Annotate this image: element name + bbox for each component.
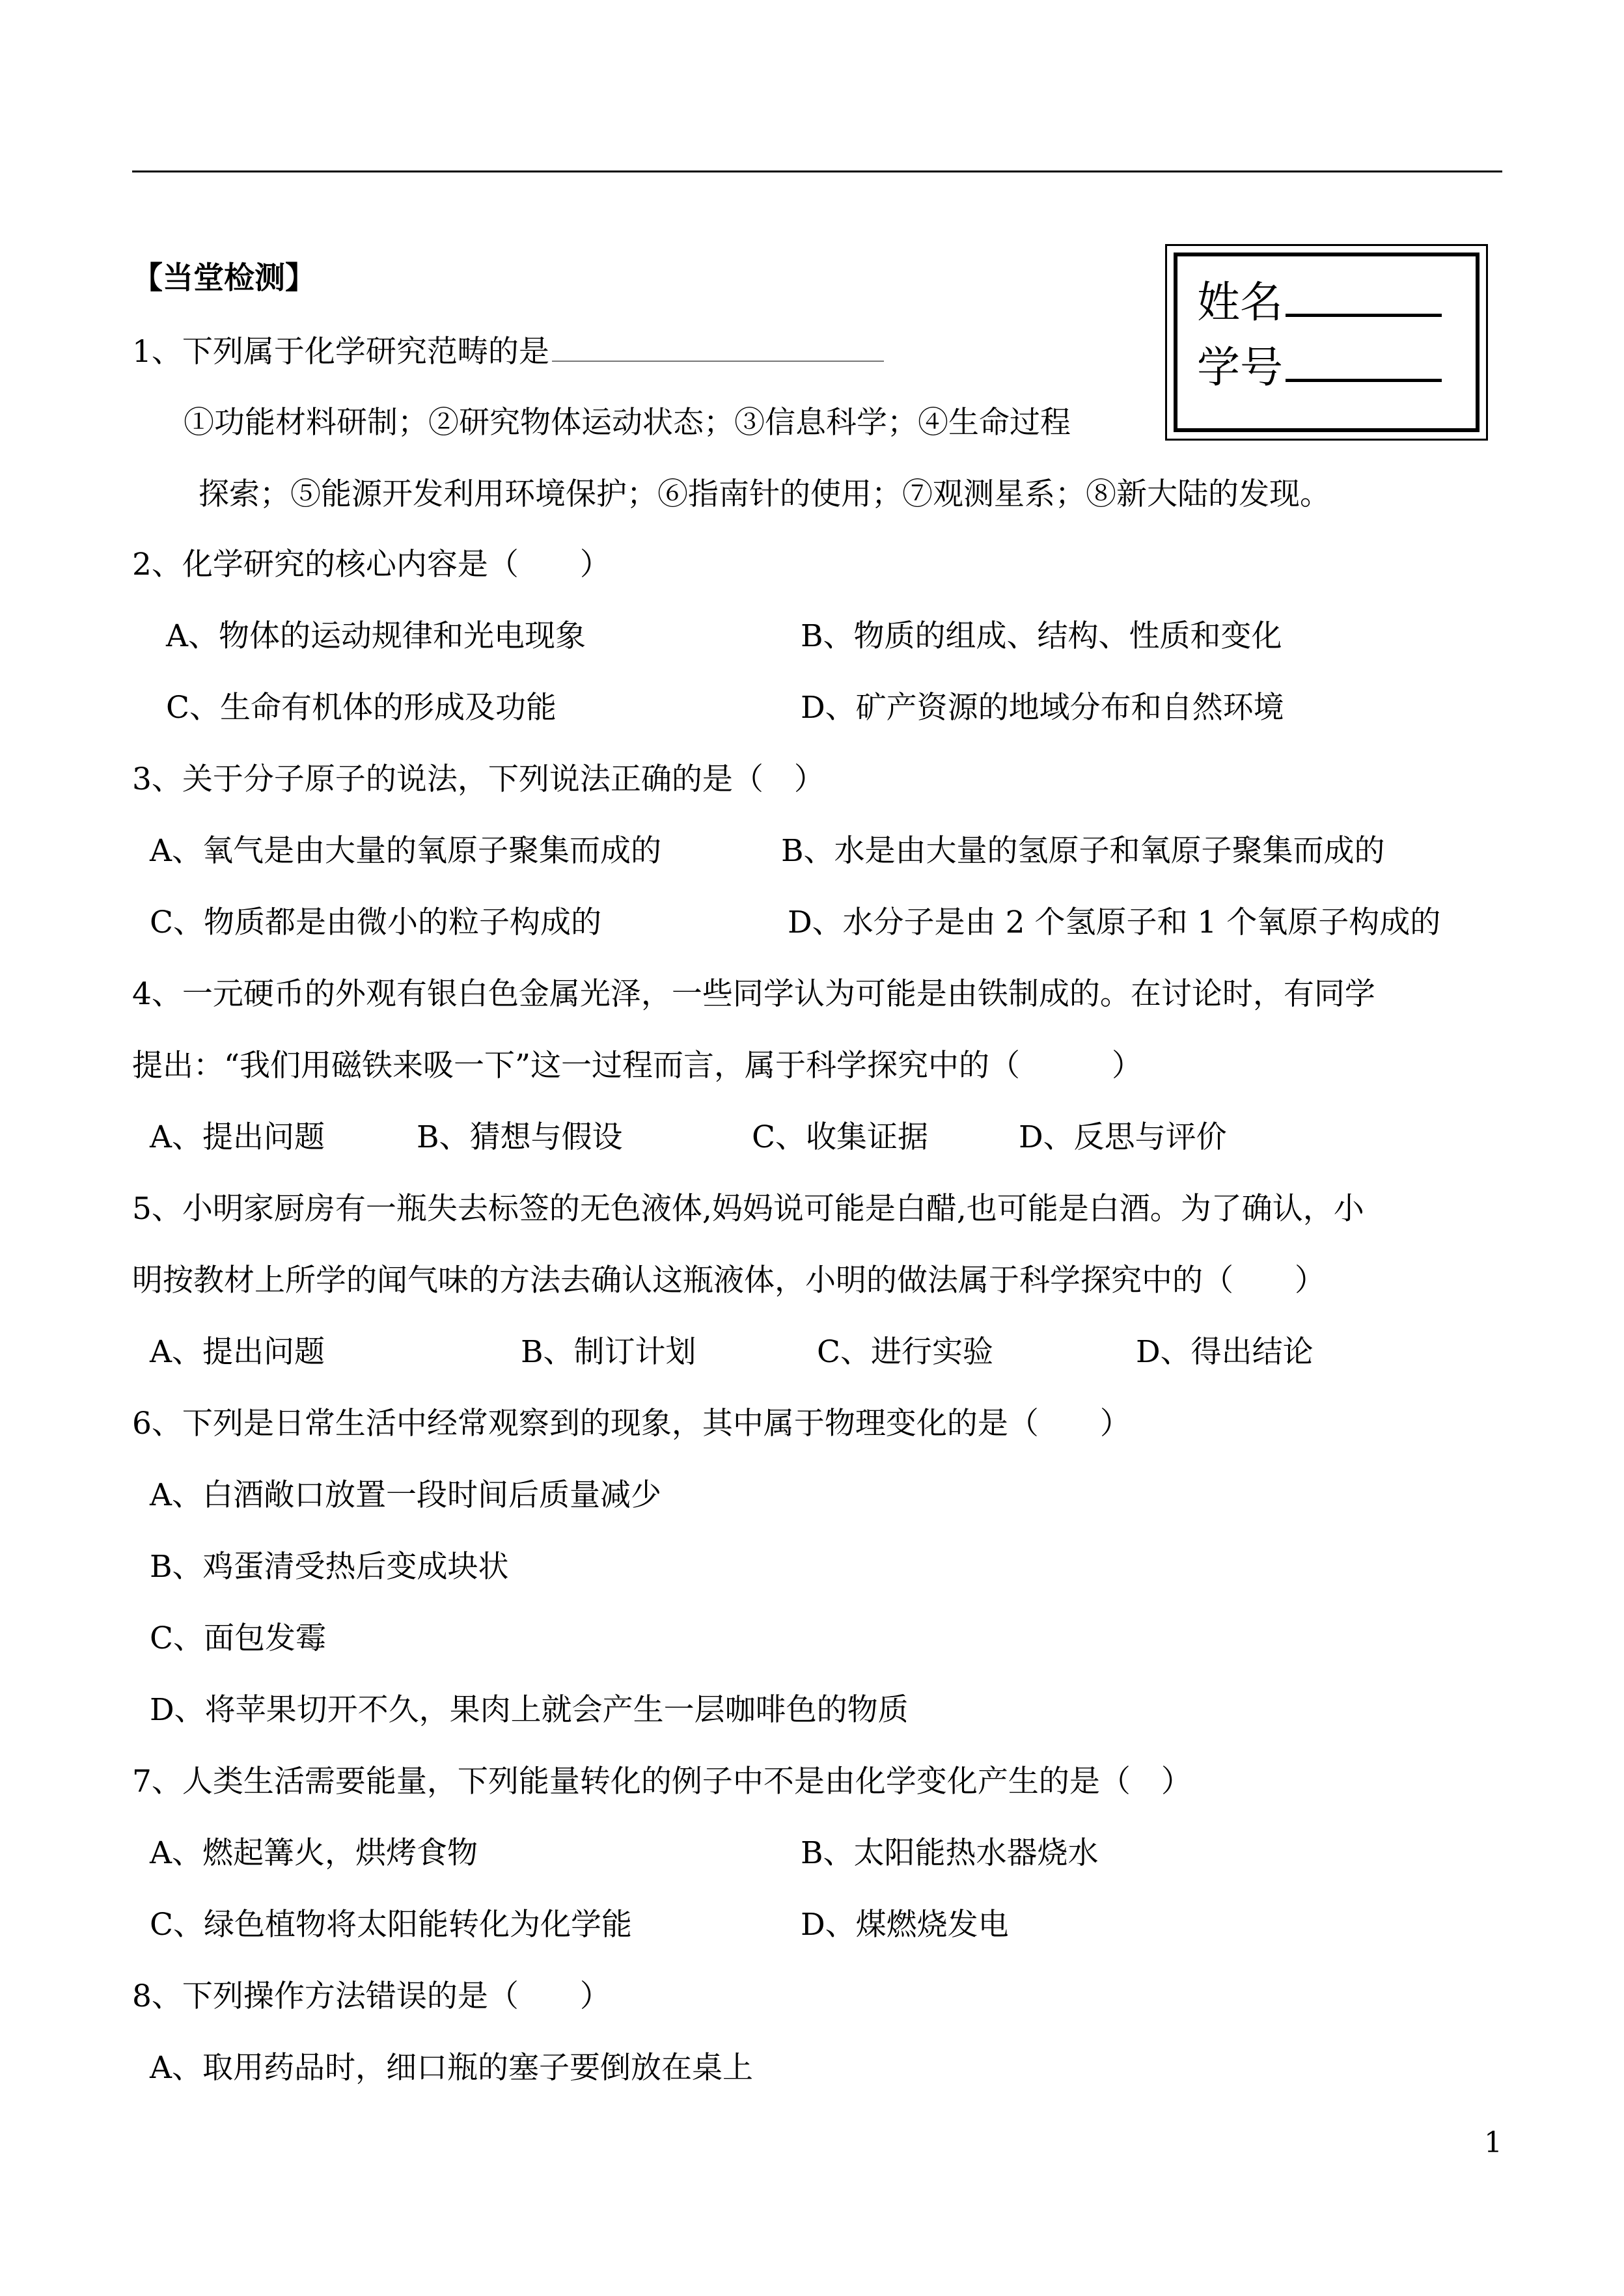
q1-answer-blank[interactable] <box>552 332 884 362</box>
q6-option-c[interactable]: C、面包发霉 <box>150 1620 326 1656</box>
q3-option-c[interactable]: C、物质都是由微小的粒子构成的 <box>150 905 601 940</box>
q6-option-b[interactable]: B、鸡蛋清受热后变成块状 <box>150 1549 509 1585</box>
q5-option-d[interactable]: D、得出结论 <box>1136 1334 1314 1370</box>
q7-option-c[interactable]: C、绿色植物将太阳能转化为化学能 <box>150 1907 632 1943</box>
q3-option-d[interactable]: D、水分子是由 2 个氢原子和 1 个氧原子构成的 <box>788 905 1441 940</box>
name-field <box>1197 275 1442 329</box>
q4-option-d[interactable]: D、反思与评价 <box>1019 1119 1227 1155</box>
name-label: 姓名 <box>1197 277 1283 327</box>
q6-stem: 6、下列是日常生活中经常观察到的现象，其中属于物理变化的是（ ） <box>132 1406 1131 1442</box>
section-title: 【当堂检测】 <box>132 260 316 296</box>
q7-option-d[interactable]: D、煤燃烧发电 <box>801 1907 1009 1943</box>
id-blank[interactable] <box>1286 340 1442 382</box>
q8-stem: 8、下列操作方法错误的是（ ） <box>132 1978 611 2014</box>
header-rule <box>132 171 1502 172</box>
q3-option-b[interactable]: B、水是由大量的氢原子和氧原子聚集而成的 <box>781 833 1385 869</box>
q2-option-b[interactable]: B、物质的组成、结构、性质和变化 <box>801 618 1282 654</box>
q3-stem: 3、关于分子原子的说法，下列说法正确的是（ ） <box>132 761 825 797</box>
q1-line-1: ①功能材料研制；②研究物体运动状态；③信息科学；④生命过程 <box>184 405 1071 441</box>
q4-option-a[interactable]: A、提出问题 <box>150 1119 325 1155</box>
q2-option-a[interactable]: A、物体的运动规律和光电现象 <box>166 618 586 654</box>
q2-option-d[interactable]: D、矿产资源的地域分布和自然环境 <box>801 690 1284 726</box>
id-field <box>1197 340 1442 394</box>
q2-option-c[interactable]: C、生命有机体的形成及功能 <box>166 690 557 726</box>
q4-stem-line-2: 提出：“我们用磁铁来吸一下”这一过程而言，属于科学探究中的（ ） <box>132 1048 1143 1084</box>
q1-stem-line <box>132 332 884 372</box>
q6-option-a[interactable]: A、白酒敞口放置一段时间后质量减少 <box>150 1477 661 1513</box>
q4-stem-line-1: 4、一元硬币的外观有银白色金属光泽，一些同学认为可能是由铁制成的。在讨论时，有同学 <box>132 976 1375 1012</box>
page-number: 1 <box>1484 2126 1502 2159</box>
q8-option-a[interactable]: A、取用药品时，细口瓶的塞子要倒放在桌上 <box>150 2050 753 2086</box>
q1-stem: 1、下列属于化学研究范畴的是 <box>132 334 549 370</box>
name-box-inner-border <box>1174 253 1479 432</box>
q5-option-c[interactable]: C、进行实验 <box>817 1334 993 1370</box>
q2-stem: 2、化学研究的核心内容是（ ） <box>132 547 611 582</box>
q4-option-b[interactable]: B、猜想与假设 <box>417 1119 623 1155</box>
id-label: 学号 <box>1197 342 1283 392</box>
q5-stem-line-1: 5、小明家厨房有一瓶失去标签的无色液体,妈妈说可能是白醋,也可能是白酒。为了确认，小 <box>132 1191 1364 1227</box>
q5-option-a[interactable]: A、提出问题 <box>150 1334 325 1370</box>
q4-option-c[interactable]: C、收集证据 <box>752 1119 928 1155</box>
q3-option-a[interactable]: A、氧气是由大量的氧原子聚集而成的 <box>150 833 661 869</box>
name-box <box>1165 244 1488 441</box>
q7-option-a[interactable]: A、燃起篝火，烘烤食物 <box>150 1835 478 1871</box>
q6-option-d[interactable]: D、将苹果切开不久，果肉上就会产生一层咖啡色的物质 <box>150 1692 909 1728</box>
q7-stem: 7、人类生活需要能量，下列能量转化的例子中不是由化学变化产生的是（ ） <box>132 1764 1192 1799</box>
q1-line-2: 探索；⑤能源开发利用环境保护；⑥指南针的使用；⑦观测星系；⑧新大陆的发现。 <box>199 476 1330 512</box>
q5-stem-line-2: 明按教材上所学的闻气味的方法去确认这瓶液体，小明的做法属于科学探究中的（ ） <box>132 1263 1325 1298</box>
name-blank[interactable] <box>1286 275 1442 317</box>
q7-option-b[interactable]: B、太阳能热水器烧水 <box>801 1835 1099 1871</box>
q5-option-b[interactable]: B、制订计划 <box>521 1334 696 1370</box>
